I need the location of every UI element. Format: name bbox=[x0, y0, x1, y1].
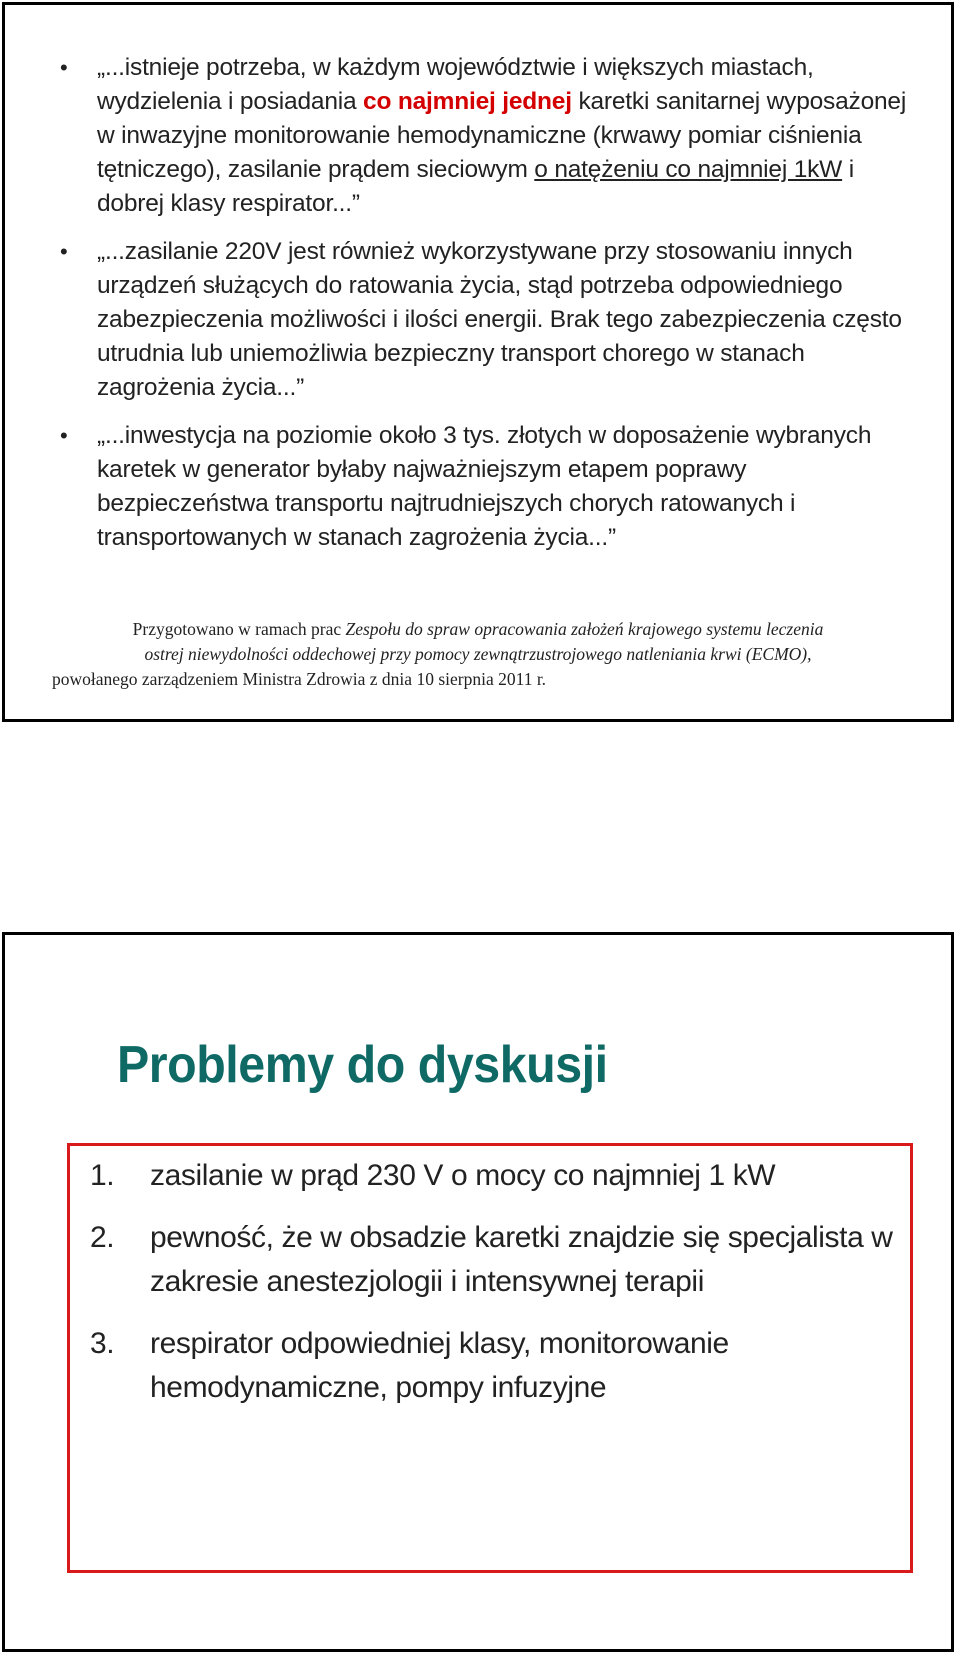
quote-list bbox=[60, 51, 920, 569]
quote-text: „...zasilanie 220V jest również wykorzystywane przy stosowaniu innych urządzeń służących do ratowania życia, stąd potrzeba odpowiedniego zabezpieczenia możliwości i ilości energii. Brak tego zabezpieczenia często utrudnia lub uniemożliwia bezpieczny transport chorego w stanach zagrożenia życia...” bbox=[97, 238, 902, 401]
bullet-icon: • bbox=[60, 55, 68, 80]
slide-discussion bbox=[2, 932, 954, 1652]
slide-title: Problemy do dyskusji bbox=[117, 1036, 608, 1094]
quote-text: „...inwestycja na poziomie około 3 tys. złotych w doposażenie wybranych karetek w generator byłaby najważniejszym etapem poprawy bezpieczeństwa transportu najtrudniejszych chorych ratowanych i transportowanych w stanach zagrożenia życia...” bbox=[97, 422, 872, 551]
quote-item bbox=[60, 51, 920, 221]
item-text: respirator odpowiedniej klasy, monitorowanie hemodynamiczne, pompy infuzyjne bbox=[150, 1327, 729, 1404]
problem-item bbox=[90, 1216, 900, 1304]
bullet-icon: • bbox=[60, 423, 68, 448]
footer-text: Przygotowano w ramach prac bbox=[132, 619, 346, 639]
underlined-text: o natężeniu co najmniej 1kW bbox=[534, 156, 843, 183]
footer-italic-text: Zespołu do spraw opracowania założeń krajowego systemu leczenia bbox=[345, 619, 824, 639]
item-number: 1. bbox=[90, 1159, 115, 1192]
item-number: 3. bbox=[90, 1327, 115, 1360]
problems-list bbox=[90, 1154, 900, 1428]
quote-item bbox=[60, 419, 920, 555]
footer-line bbox=[5, 617, 951, 642]
highlighted-text: co najmniej jednej bbox=[363, 88, 572, 115]
bullet-icon: • bbox=[60, 239, 68, 264]
item-text: pewność, że w obsadzie karetki znajdzie się specjalista w zakresie anestezjologii i intensywnej terapii bbox=[150, 1221, 893, 1298]
problem-item bbox=[90, 1154, 900, 1198]
quote-item bbox=[60, 235, 920, 405]
quote-text: i dobrej klasy respirator...” bbox=[97, 156, 854, 217]
slide-quotes bbox=[2, 2, 954, 722]
problem-item bbox=[90, 1322, 900, 1410]
problems-box bbox=[67, 1143, 913, 1573]
item-number: 2. bbox=[90, 1221, 115, 1254]
footer-text: powołanego zarządzeniem Ministra Zdrowia z dnia 10 sierpnia 2011 r. bbox=[52, 669, 547, 689]
source-footer bbox=[5, 617, 951, 692]
quote-text: „...istnieje potrzeba, w każdym województwie i większych miastach, wydzielenia i posiadania bbox=[97, 54, 814, 115]
quote-text: karetki sanitarnej wyposażonej w inwazyjne monitorowanie hemodynamiczne (krwawy pomiar ciśnienia tętniczego), zasilanie prądem sieciowym bbox=[97, 88, 907, 183]
footer-italic-text: ostrej niewydolności oddechowej przy pomocy zewnątrzustrojowego natleniania krwi (ECMO), bbox=[144, 644, 812, 664]
item-text: zasilanie w prąd 230 V o mocy co najmniej 1 kW bbox=[150, 1159, 776, 1192]
